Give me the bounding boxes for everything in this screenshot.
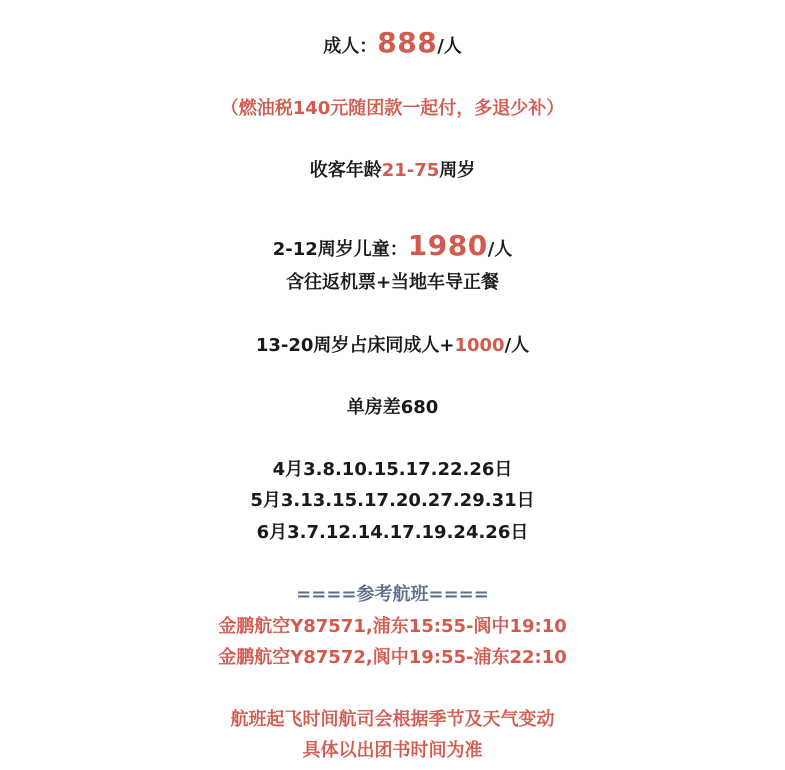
child-unit: /人 (487, 239, 513, 260)
age-range-line (0, 159, 785, 183)
flight-outbound: 金鹏航空Y87571,浦东15:55-阆中19:10 (218, 616, 567, 637)
age-range-value: 21-75 (381, 160, 440, 181)
schedule-reference-notice: 具体以出团书时间为准 (302, 740, 483, 761)
adult-price-line (0, 28, 785, 62)
adult-label: 成人： (323, 36, 378, 57)
departure-dates-june: 6月3.7.12.14.17.19.24.26日 (256, 522, 529, 543)
age-range-prefix: 收客年龄 (309, 160, 382, 181)
child-includes: 含往返机票+当地车导正餐 (285, 272, 500, 293)
teen-unit: /人 (504, 335, 530, 356)
child-price: 1980 (407, 229, 488, 262)
single-room-supplement: 单房差680 (346, 397, 439, 418)
child-price-line (0, 231, 785, 265)
flight-change-notice: 航班起飞时间航司会根据季节及天气变动 (230, 709, 555, 730)
flights-heading: ====参考航班==== (296, 584, 489, 605)
adult-price: 888 (377, 26, 438, 59)
departure-dates-april: 4月3.8.10.15.17.22.26日 (272, 459, 513, 480)
child-label: 2-12周岁儿童： (272, 239, 408, 260)
departure-dates-may: 5月3.13.15.17.20.27.29.31日 (250, 490, 535, 511)
teen-price-line (0, 334, 785, 358)
flight-return: 金鹏航空Y87572,阆中19:55-浦东22:10 (218, 647, 567, 668)
age-range-suffix: 周岁 (439, 160, 476, 181)
fuel-tax-note: （燃油税140元随团款一起付，多退少补） (220, 98, 565, 119)
teen-prefix: 13-20周岁占床同成人+ (255, 335, 455, 356)
teen-extra: 1000 (454, 335, 505, 356)
adult-unit: /人 (437, 36, 462, 57)
